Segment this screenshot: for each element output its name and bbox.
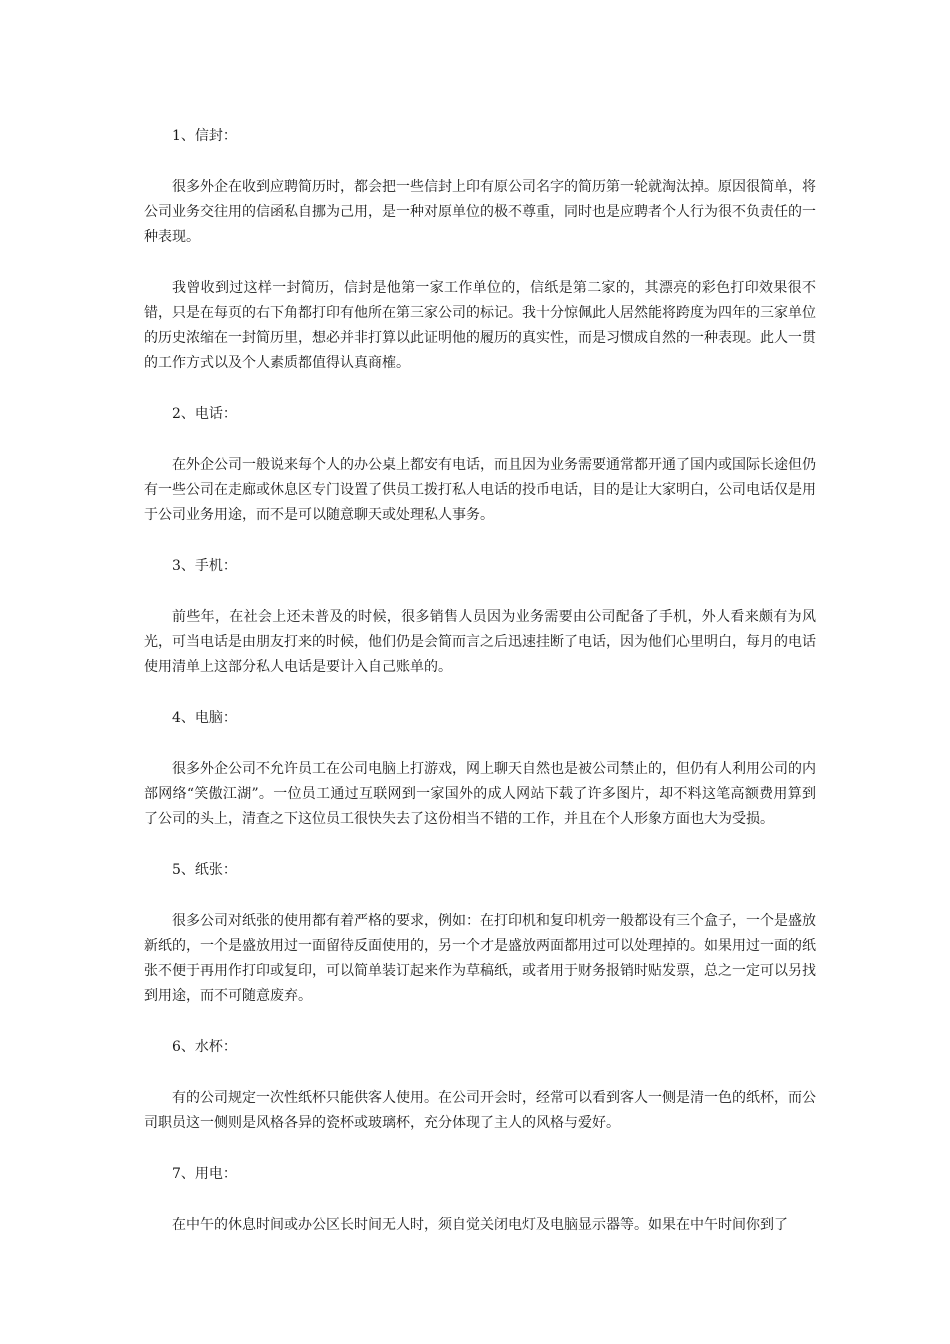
- section-heading-computer: 4、电脑：: [172, 710, 237, 726]
- section-heading-cup: 6、水杯：: [172, 1039, 237, 1055]
- section-heading-paper: 5、纸张：: [172, 862, 237, 878]
- paragraph: 我曾收到过这样一封简历，信封是他第一家工作单位的，信纸是第二家的，其漂亮的彩色打印效果很不错，只是在每页的右下角都打印有他所在第三家公司的标记。我十分惊佩此人居然能将跨度为四年的三家单位的历史浓缩在一封简历里，想必并非打算以此证明他的履历的真实性，而是习惯成自然的一种表现。此人一贯的工作方式以及个人素质都值得认真商榷。: [144, 280, 816, 371]
- section-heading-telephone: 2、电话：: [172, 406, 237, 422]
- paragraph: 在外企公司一般说来每个人的办公桌上都安有电话，而且因为业务需要通常都开通了国内或国际长途但仍有一些公司在走廊或休息区专门设置了供员工拨打私人电话的投币电话，目的是让大家明白，公司电话仅是用于公司业务用途，而不是可以随意聊天或处理私人事务。: [144, 457, 816, 523]
- paragraph: 前些年，在社会上还未普及的时候，很多销售人员因为业务需要由公司配备了手机，外人看来颇有为风光，可当电话是由朋友打来的时候，他们仍是会简而言之后迅速挂断了电话，因为他们心里明白，每月的电话使用清单上这部分私人电话是要计入自己账单的。: [144, 609, 816, 675]
- section-heading-mobile: 3、手机：: [172, 558, 237, 574]
- paragraph: 很多公司对纸张的使用都有着严格的要求，例如：在打印机和复印机旁一般都设有三个盒子，一个是盛放新纸的，一个是盛放用过一面留待反面使用的，另一个才是盛放两面都用过可以处理掉的。如果用过一面的纸张不便于再用作打印或复印，可以简单装订起来作为草稿纸，或者用于财务报销时贴发票，总之一定可以另找到用途，而不可随意废弃。: [144, 913, 816, 1004]
- document-body: [144, 124, 816, 1264]
- paragraph: 很多外企在收到应聘简历时，都会把一些信封上印有原公司名字的简历第一轮就淘汰掉。原因很简单，将公司业务交往用的信函私自挪为己用，是一种对原单位的极不尊重，同时也是应聘者个人行为很不负责任的一种表现。: [144, 179, 816, 245]
- paragraph: 很多外企公司不允许员工在公司电脑上打游戏，网上聊天自然也是被公司禁止的，但仍有人利用公司的内部网络“笑傲江湖”。一位员工通过互联网到一家国外的成人网站下载了许多图片，却不料这笔高额费用算到了公司的头上，清查之下这位员工很快失去了这份相当不错的工作，并且在个人形象方面也大为受损。: [144, 761, 816, 827]
- section-heading-envelope: 1、信封：: [172, 128, 237, 144]
- section-heading-electricity: 7、用电：: [172, 1166, 237, 1182]
- paragraph: 有的公司规定一次性纸杯只能供客人使用。在公司开会时，经常可以看到客人一侧是清一色的纸杯，而公司职员这一侧则是风格各异的瓷杯或玻璃杯，充分体现了主人的风格与爱好。: [144, 1090, 816, 1131]
- paragraph: 在中午的休息时间或办公区长时间无人时，须自觉关闭电灯及电脑显示器等。如果在中午时间你到了: [172, 1217, 788, 1233]
